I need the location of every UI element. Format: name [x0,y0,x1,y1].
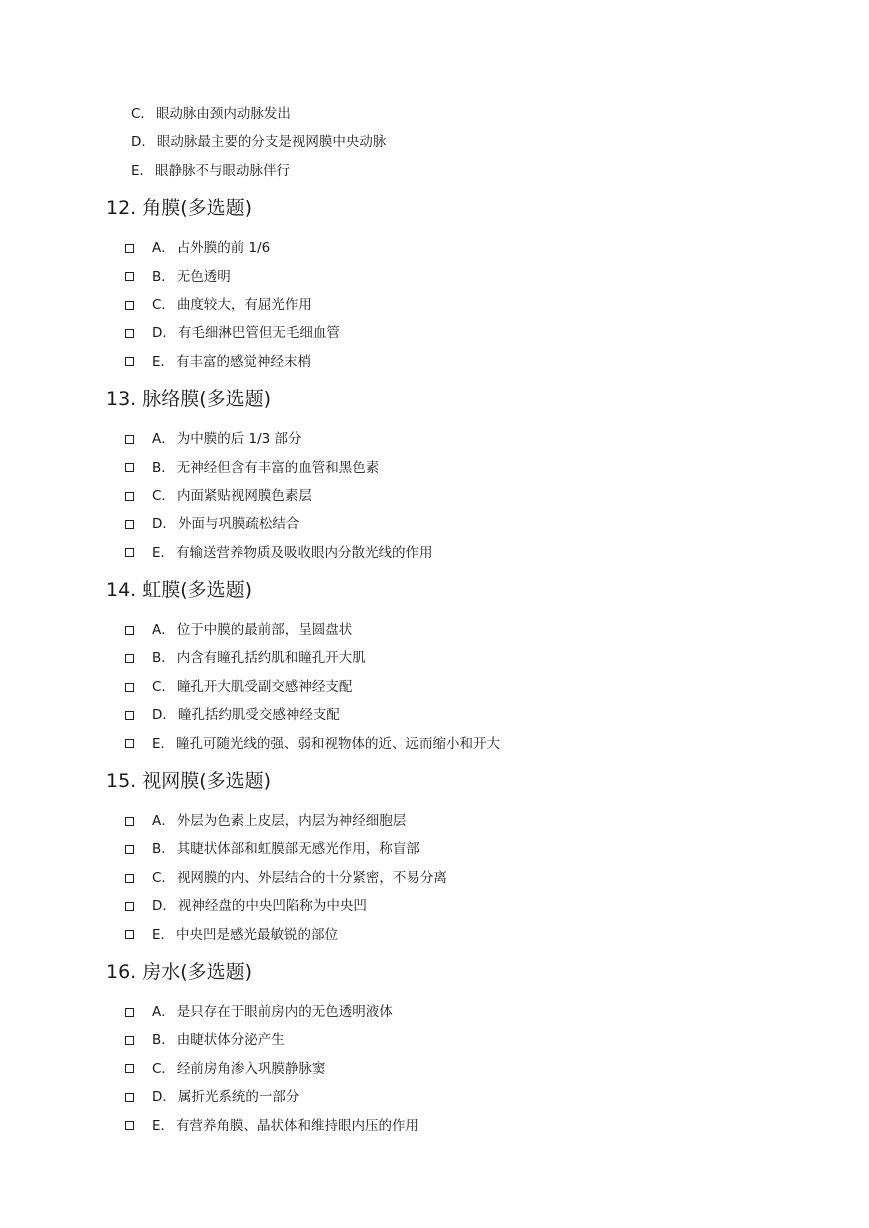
option-text: 瞳孔开大肌受副交感神经支配 [176,678,353,695]
option-a[interactable] [0,425,869,453]
checkbox-icon[interactable] [125,902,134,911]
option-text: 由睫状体分泌产生 [176,1032,285,1049]
option-label: E． [152,1117,175,1134]
option-text: 经前房角渗入巩膜静脉窦 [176,1060,326,1077]
checkbox-icon[interactable] [125,711,134,720]
option-label: C． [152,487,175,504]
option-text: 眼静脉不与眼动脉伴行 [155,162,291,179]
option-e[interactable] [0,539,869,567]
option-b[interactable] [0,835,869,863]
checkbox-icon[interactable] [125,683,134,692]
option-label: B． [152,841,175,858]
option-label: D． [152,1089,176,1106]
option-c[interactable] [0,673,869,701]
checkbox-icon[interactable] [125,1093,134,1102]
previous-question-options [0,0,869,185]
option-label: A． [152,1003,175,1020]
option-label: B． [152,650,175,667]
question-title: 13. 脉络膜(多选题) [106,388,272,411]
checkbox-icon[interactable] [125,739,134,748]
option-list [0,610,869,758]
checkbox-icon[interactable] [125,654,134,663]
option-text: 曲度较大，有屈光作用 [176,296,312,313]
option-label: B． [152,459,175,476]
checkbox-icon[interactable] [125,301,134,310]
option-label: A． [152,431,175,448]
question-title: 16. 房水(多选题) [106,960,253,983]
option-d[interactable] [0,701,869,729]
checkbox-icon[interactable] [125,520,134,529]
option-text: 瞳孔可随光线的强、弱和视物体的近、远而缩小和开大 [176,735,501,752]
question-16 [0,952,869,1140]
option-label: E． [152,544,175,561]
checkbox-icon[interactable] [125,329,134,338]
option-c [0,100,869,128]
option-a[interactable] [0,616,869,644]
question-14 [0,570,869,758]
option-text: 外层为色素上皮层，内层为神经细胞层 [176,813,407,830]
checkbox-icon[interactable] [125,1008,134,1017]
option-e[interactable] [0,730,869,758]
option-text: 眼动脉由颈内动脉发出 [155,106,291,122]
option-text: 有输送营养物质及吸收眼内分散光线的作用 [176,544,433,561]
option-label: D． [152,898,176,915]
question-13 [0,379,869,567]
option-text: 瞳孔括约肌受交感神经支配 [177,707,340,724]
question-12 [0,188,869,376]
checkbox-icon[interactable] [125,1064,134,1073]
option-list [0,228,869,376]
checkbox-icon[interactable] [125,244,134,253]
checkbox-icon[interactable] [125,874,134,883]
option-text: 为中膜的后 1/3 部分 [176,431,302,448]
checkbox-icon[interactable] [125,930,134,939]
option-label: C． [152,678,175,695]
option-label: B． [152,1032,175,1049]
option-e [0,157,869,185]
option-label: E． [152,735,175,752]
question-title: 15. 视网膜(多选题) [106,770,272,793]
option-text: 内含有瞳孔括约肌和瞳孔开大肌 [176,650,366,667]
option-list [0,419,869,567]
option-text: 有毛细淋巴管但无毛细血管 [177,325,340,342]
option-b[interactable] [0,454,869,482]
option-c[interactable] [0,291,869,319]
checkbox-icon[interactable] [125,1036,134,1045]
option-d[interactable] [0,319,869,347]
option-text: 中央凹是感光最敏锐的部位 [176,926,339,943]
option-label: E． [152,353,175,370]
option-label: D． [152,516,176,533]
option-label: D． [131,134,155,151]
option-label: E． [131,162,154,179]
checkbox-icon[interactable] [125,272,134,281]
question-title: 12. 角膜(多选题) [106,197,253,220]
option-e[interactable] [0,921,869,949]
checkbox-icon[interactable] [125,1121,134,1130]
option-d [0,128,869,156]
option-c[interactable] [0,1055,869,1083]
option-text: 位于中膜的最前部，呈圆盘状 [176,622,353,639]
checkbox-icon[interactable] [125,492,134,501]
option-label: C． [131,106,154,122]
question-15 [0,761,869,949]
option-text: 视网膜的内、外层结合的十分紧密，不易分离 [176,869,447,886]
option-text: 外面与巩膜疏松结合 [177,516,300,533]
option-label: E． [152,926,175,943]
option-d[interactable] [0,510,869,538]
option-label: D． [152,325,176,342]
option-label: C． [152,296,175,313]
option-b[interactable] [0,644,869,672]
option-label: A． [152,622,175,639]
option-a[interactable] [0,807,869,835]
checkbox-icon[interactable] [125,817,134,826]
option-text: 有营养角膜、晶状体和维持眼内压的作用 [176,1117,420,1134]
option-e[interactable] [0,1112,869,1140]
option-label: A． [152,813,175,830]
option-a[interactable] [0,234,869,262]
option-d[interactable] [0,892,869,920]
option-text: 视神经盘的中央凹陷称为中央凹 [177,898,367,915]
option-d[interactable] [0,1083,869,1111]
option-label: A． [152,240,175,257]
option-label: C． [152,1060,175,1077]
checkbox-icon[interactable] [125,626,134,635]
option-label: C． [152,869,175,886]
option-text: 眼动脉最主要的分支是视网膜中央动脉 [156,134,387,151]
question-title: 14. 虹膜(多选题) [106,579,253,602]
option-c[interactable] [0,482,869,510]
checkbox-icon[interactable] [125,357,134,366]
option-a[interactable] [0,998,869,1026]
option-text: 无色透明 [176,268,231,285]
option-text: 有丰富的感觉神经末梢 [176,353,312,370]
checkbox-icon[interactable] [125,845,134,854]
option-b[interactable] [0,1026,869,1054]
checkbox-icon[interactable] [125,463,134,472]
option-label: B． [152,268,175,285]
option-text: 是只存在于眼前房内的无色透明液体 [176,1003,393,1020]
option-text: 占外膜的前 1/6 [176,240,271,257]
checkbox-icon[interactable] [125,435,134,444]
option-text: 属折光系统的一部分 [177,1089,300,1106]
option-text: 无神经但含有丰富的血管和黑色素 [176,459,380,476]
option-list [0,992,869,1140]
option-b[interactable] [0,263,869,291]
option-label: D． [152,707,176,724]
checkbox-icon[interactable] [125,548,134,557]
option-e[interactable] [0,348,869,376]
option-text: 内面紧贴视网膜色素层 [176,487,312,504]
option-text: 其睫状体部和虹膜部无感光作用，称盲部 [176,841,420,858]
option-c[interactable] [0,864,869,892]
option-list [0,801,869,949]
